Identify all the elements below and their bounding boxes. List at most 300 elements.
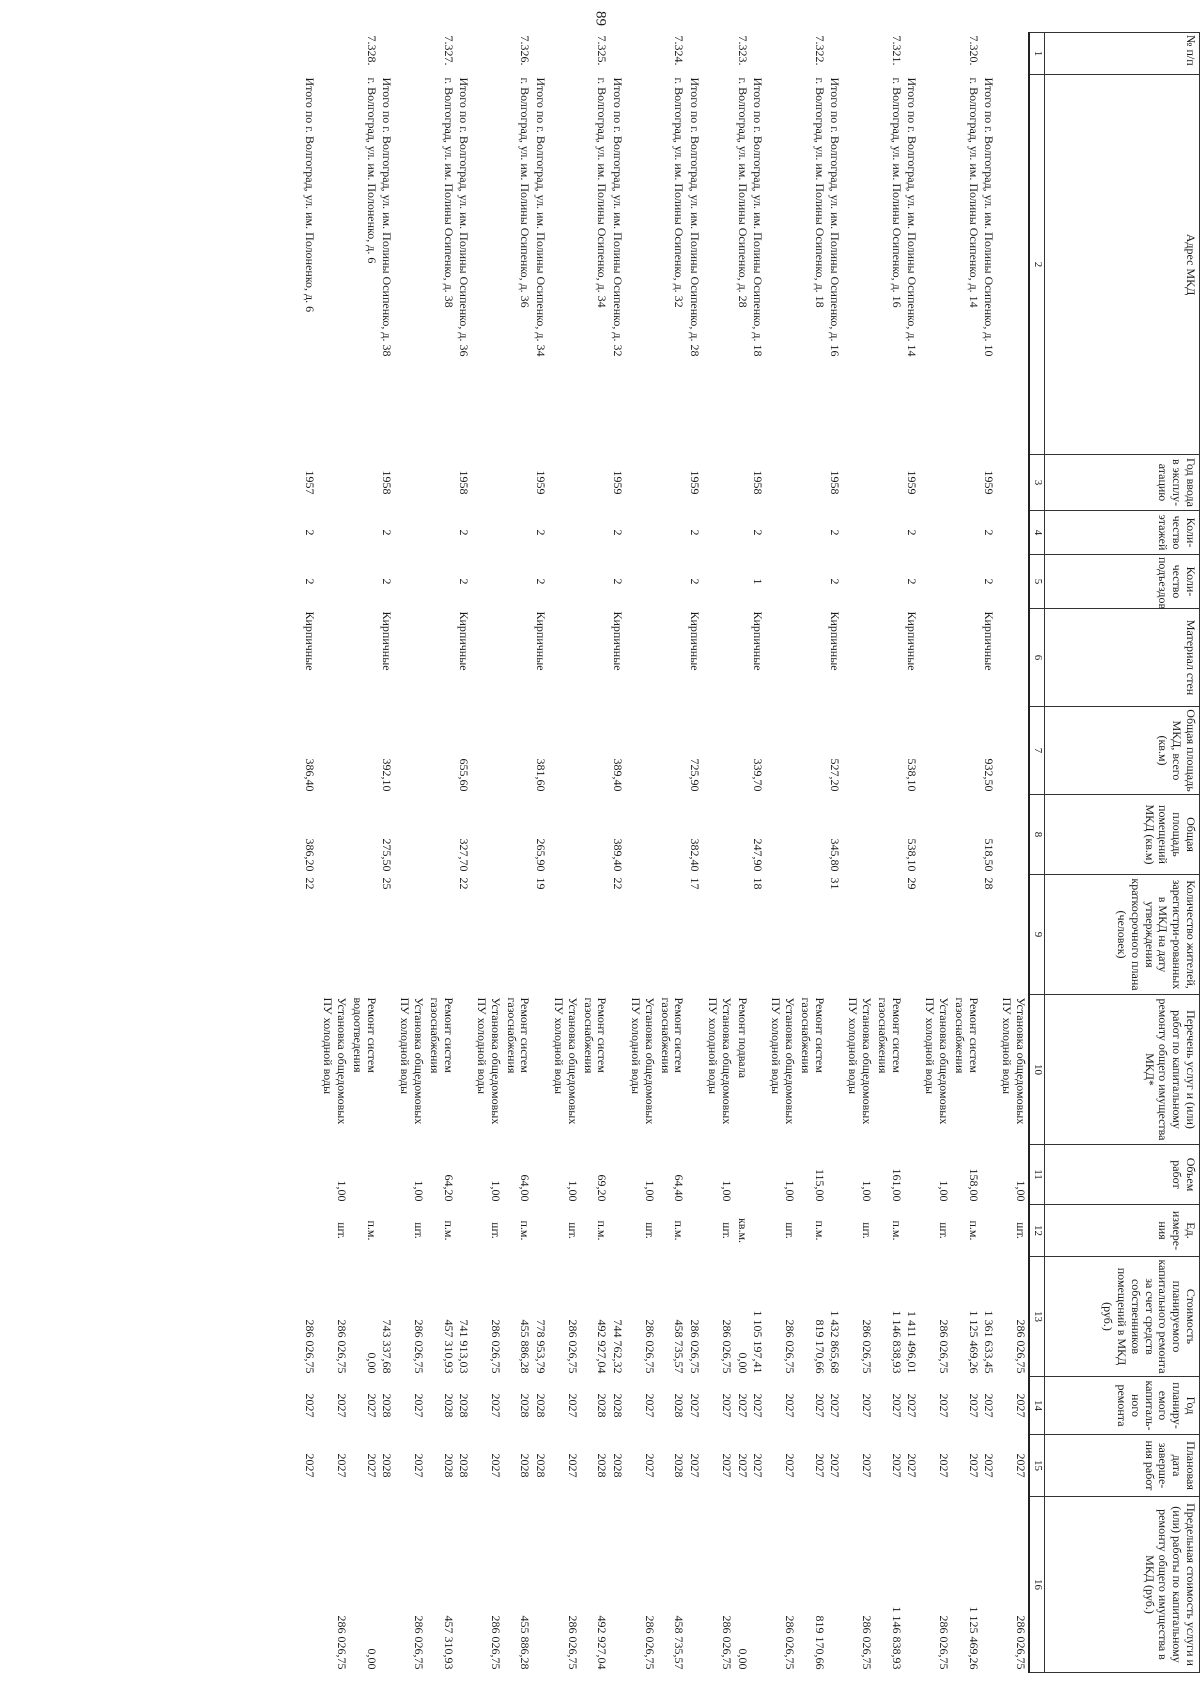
table-cell xyxy=(998,555,1029,609)
column-number: 7 xyxy=(1029,707,1045,795)
table-cell xyxy=(797,609,827,707)
table-cell: Итого по г. Волгоград, ул. им. Полины Осипенко, д. 10 xyxy=(982,77,997,357)
table-cell xyxy=(844,707,874,795)
table-cell xyxy=(704,555,734,609)
table-cell xyxy=(750,33,768,75)
table-cell: 932,50 xyxy=(982,758,997,792)
table-cell: шт. xyxy=(642,1222,657,1239)
table-cell: 1958 xyxy=(380,470,395,495)
table-cell: 327,70 xyxy=(457,838,472,872)
table-cell: 2027 xyxy=(937,1453,952,1478)
table-cell: 7.327. xyxy=(441,35,456,66)
table-cell: г. Волгоград, ул. им. Полины Осипенко, д. 28 xyxy=(735,77,750,308)
table-cell: 0,00 xyxy=(735,1352,750,1374)
table-cell xyxy=(844,609,874,707)
table-cell xyxy=(456,1205,474,1257)
table-cell: 2027 xyxy=(905,1393,920,1418)
table-cell xyxy=(951,455,981,511)
table-cell: 1,00 xyxy=(334,1180,349,1202)
column-header: Год ввода в эксплу-атацию xyxy=(1045,455,1200,511)
table-cell xyxy=(580,875,610,995)
table-cell xyxy=(767,33,797,75)
table-cell: 2 xyxy=(982,578,997,585)
table-cell: г. Волгоград, ул. им. Полины Осипенко, д. 18 xyxy=(812,77,827,308)
table-cell: 1,00 xyxy=(488,1180,503,1202)
table-cell xyxy=(904,1497,922,1673)
table-cell xyxy=(951,795,981,875)
table-cell xyxy=(319,75,349,455)
table-cell: 2028 xyxy=(672,1453,687,1478)
table-cell xyxy=(550,609,580,707)
table-cell: Ремонт систем газоснабжения xyxy=(798,997,827,1074)
table-cell xyxy=(734,609,750,707)
table-cell xyxy=(580,511,610,555)
table-cell: 458 735,57 xyxy=(672,1615,687,1670)
table-cell xyxy=(704,33,734,75)
table-cell: 1 125 469,26 xyxy=(966,1310,981,1374)
table-cell: 2027 xyxy=(966,1393,981,1418)
table-cell: 725,90 xyxy=(688,758,703,792)
table-cell: 778 953,79 xyxy=(534,1319,549,1374)
column-number-row xyxy=(1029,33,1045,1673)
column-header: Коли-чество подъездов xyxy=(1045,555,1200,609)
table-cell xyxy=(998,455,1029,511)
table-cell: Ремонт систем газоснабжения xyxy=(658,997,687,1074)
table-cell: 31 xyxy=(828,877,843,890)
table-cell xyxy=(319,555,349,609)
table-cell xyxy=(657,555,687,609)
table-cell xyxy=(998,511,1029,555)
table-row xyxy=(998,33,1029,1673)
table-cell: 17 xyxy=(688,877,703,890)
table-cell: 2027 xyxy=(751,1393,766,1418)
table-cell xyxy=(609,995,627,1145)
table-cell xyxy=(657,455,687,511)
table-cell xyxy=(533,995,551,1145)
table-cell: 286 026,75 xyxy=(1014,1615,1028,1670)
table-cell xyxy=(302,995,320,1145)
total-row xyxy=(533,33,551,1673)
table-cell: 819 170,66 xyxy=(812,1615,827,1670)
table-cell: 286 026,75 xyxy=(642,1615,657,1670)
column-number: 4 xyxy=(1029,511,1045,555)
table-cell: 2027 xyxy=(783,1393,798,1418)
table-cell: 2027 xyxy=(1014,1393,1028,1418)
table-cell: 1,00 xyxy=(783,1180,798,1202)
table-cell: Итого по г. Волгоград, ул. им. Полоненко, д. 6 xyxy=(303,77,318,313)
table-cell: 458 735,57 xyxy=(672,1319,687,1374)
table-cell: 2028 xyxy=(457,1453,472,1478)
column-header: Количество жителей, зарегистри-рованных в МКД на дату утверждения краткосрочного плана (человек) xyxy=(1045,875,1200,995)
table-cell: 286 026,75 xyxy=(334,1319,349,1374)
table-cell: 286 026,75 xyxy=(488,1319,503,1374)
column-header: Стоимость планируемого капитального ремонта за счет средств собственников помещений в МКД (руб.) xyxy=(1045,1257,1200,1377)
table-cell: п.м. xyxy=(441,1220,456,1241)
table-cell: 2027 xyxy=(735,1453,750,1478)
table-cell xyxy=(533,33,551,75)
table-cell: Итого по г. Волгоград, ул. им. Полины Осипенко, д. 36 xyxy=(457,77,472,357)
table-cell xyxy=(473,455,503,511)
table-cell: 2028 xyxy=(441,1453,456,1478)
table-cell xyxy=(827,1497,845,1673)
table-cell: 2028 xyxy=(595,1393,610,1418)
table-cell xyxy=(686,1497,704,1673)
table-cell xyxy=(874,455,904,511)
table-cell: Установка общедомовых ПУ холодной воды xyxy=(846,997,875,1125)
table-cell xyxy=(396,75,426,455)
table-cell: 286 026,75 xyxy=(688,1319,703,1374)
table-cell: Ремонт подвала xyxy=(735,997,750,1079)
table-cell xyxy=(844,555,874,609)
table-cell: п.м. xyxy=(966,1220,981,1241)
table-cell: 29 xyxy=(905,877,920,890)
table-cell: 2 xyxy=(380,578,395,585)
table-cell: 2027 xyxy=(565,1393,580,1418)
table-cell xyxy=(734,511,750,555)
table-cell xyxy=(473,75,503,455)
column-header: Год планиру-емого капиталь-ного ремонта xyxy=(1045,1377,1200,1435)
table-cell xyxy=(874,609,904,707)
table-cell xyxy=(686,1205,704,1257)
column-header: Коли-чество этажей xyxy=(1045,511,1200,555)
table-row xyxy=(951,33,981,1673)
column-header: Предельная стоимость услуги и (или) работы по капитальному ремонту общего имущества в МКД (руб.) xyxy=(1045,1497,1200,1673)
table-cell xyxy=(379,33,397,75)
table-cell xyxy=(627,707,657,795)
table-cell: 2027 xyxy=(982,1393,997,1418)
table-cell xyxy=(750,1145,768,1205)
table-cell: 1,00 xyxy=(565,1180,580,1202)
table-cell xyxy=(533,1145,551,1205)
table-cell xyxy=(797,795,827,875)
table-cell: 286 026,75 xyxy=(411,1319,426,1374)
table-cell xyxy=(550,707,580,795)
table-cell: 2027 xyxy=(642,1393,657,1418)
table-cell: 2028 xyxy=(441,1393,456,1418)
table-cell: 2028 xyxy=(380,1453,395,1478)
table-cell: 2 xyxy=(303,529,318,536)
table-cell: 25 xyxy=(380,877,395,890)
table-cell xyxy=(503,511,533,555)
table-cell: 492 927,04 xyxy=(595,1319,610,1374)
table-cell xyxy=(998,795,1029,875)
total-row xyxy=(981,33,999,1673)
table-cell: 2027 xyxy=(488,1453,503,1478)
table-cell xyxy=(396,707,426,795)
table-cell: шт. xyxy=(334,1222,349,1239)
table-cell: п.м. xyxy=(889,1220,904,1241)
table-cell: 286 026,75 xyxy=(565,1615,580,1670)
table-cell: 2028 xyxy=(534,1453,549,1478)
table-cell: 2027 xyxy=(937,1393,952,1418)
table-cell xyxy=(396,795,426,875)
table-cell: 2028 xyxy=(672,1393,687,1418)
table-cell xyxy=(580,555,610,609)
table-cell: 1 361 633,45 xyxy=(982,1310,997,1374)
table-cell xyxy=(627,511,657,555)
table-cell: 2027 xyxy=(334,1393,349,1418)
table-cell xyxy=(349,1145,379,1205)
table-cell: 22 xyxy=(457,877,472,890)
table-cell: 7.324. xyxy=(672,35,687,66)
table-cell xyxy=(767,455,797,511)
table-cell xyxy=(921,33,951,75)
table-cell: 2027 xyxy=(688,1393,703,1418)
table-cell: 345,80 xyxy=(828,838,843,872)
table-row xyxy=(874,33,904,1673)
table-cell xyxy=(426,609,456,707)
table-cell xyxy=(874,555,904,609)
table-cell xyxy=(456,33,474,75)
table-cell: 2 xyxy=(828,578,843,585)
table-cell: Установка общедомовых ПУ холодной воды xyxy=(321,997,349,1125)
table-cell xyxy=(767,609,797,707)
column-number: 1 xyxy=(1029,33,1045,75)
table-cell: 1959 xyxy=(688,470,703,495)
table-cell: Ремонт систем газоснабжения xyxy=(952,997,981,1074)
header-row xyxy=(1045,33,1200,1673)
table-cell: 2 xyxy=(457,578,472,585)
table-cell: Кирпичные xyxy=(982,611,997,671)
table-cell xyxy=(550,795,580,875)
table-cell: Кирпичные xyxy=(457,611,472,671)
table-cell xyxy=(426,875,456,995)
column-header: Материал стен xyxy=(1045,609,1200,707)
table-cell: Установка общедомовых ПУ холодной воды xyxy=(923,997,952,1125)
table-cell xyxy=(473,707,503,795)
table-cell: г. Волгоград, ул. им. Полины Осипенко, д. 36 xyxy=(518,77,533,308)
table-cell xyxy=(657,875,687,995)
table-cell xyxy=(921,555,951,609)
table-cell xyxy=(686,33,704,75)
table-cell xyxy=(349,795,379,875)
table-cell xyxy=(998,609,1029,707)
table-cell xyxy=(844,875,874,995)
table-cell: 2028 xyxy=(518,1393,533,1418)
table-cell xyxy=(627,795,657,875)
table-cell: 1 411 496,01 xyxy=(905,1310,920,1374)
table-cell: 2027 xyxy=(828,1393,843,1418)
table-cell xyxy=(456,995,474,1145)
table-cell: 2027 xyxy=(411,1453,426,1478)
table-cell: 2027 xyxy=(812,1393,827,1418)
table-cell: 28 xyxy=(982,877,997,890)
table-cell xyxy=(349,555,379,609)
table-cell xyxy=(627,75,657,455)
table-cell xyxy=(473,609,503,707)
table-cell xyxy=(580,707,610,795)
table-row xyxy=(349,33,379,1673)
table-cell xyxy=(627,455,657,511)
column-header: Общая площадь помещений МКД (кв.м) xyxy=(1045,795,1200,875)
table-cell xyxy=(921,455,951,511)
table-cell: 339,70 xyxy=(751,758,766,792)
table-cell xyxy=(874,875,904,995)
table-cell: 455 886,28 xyxy=(518,1319,533,1374)
table-cell: 1959 xyxy=(611,470,626,495)
table-cell xyxy=(921,795,951,875)
table-cell: 2027 xyxy=(719,1393,734,1418)
table-cell: Кирпичные xyxy=(611,611,626,671)
table-cell: 1 146 838,93 xyxy=(889,1606,904,1670)
rotated-table-container xyxy=(45,32,1200,1672)
table-cell xyxy=(951,707,981,795)
table-row xyxy=(319,33,349,1673)
table-cell: 743 337,68 xyxy=(380,1319,395,1374)
table-cell xyxy=(426,795,456,875)
table-cell xyxy=(767,511,797,555)
table-cell xyxy=(844,511,874,555)
table-cell: Итого по г. Волгоград, ул. им. Полины Осипенко, д. 34 xyxy=(534,77,549,357)
table-cell xyxy=(302,1205,320,1257)
table-cell xyxy=(797,707,827,795)
table-cell: 2 xyxy=(534,529,549,536)
table-cell xyxy=(396,875,426,995)
table-cell xyxy=(349,875,379,995)
table-cell xyxy=(767,875,797,995)
table-cell xyxy=(827,995,845,1145)
table-cell xyxy=(874,795,904,875)
table-cell: 2028 xyxy=(457,1393,472,1418)
table-cell: 2027 xyxy=(565,1453,580,1478)
table-cell xyxy=(750,1205,768,1257)
table-cell: 389,40 xyxy=(611,758,626,792)
table-cell xyxy=(981,995,999,1145)
table-cell xyxy=(797,875,827,995)
table-cell xyxy=(550,33,580,75)
table-cell: 286 026,75 xyxy=(411,1615,426,1670)
table-row xyxy=(580,33,610,1673)
total-row xyxy=(609,33,627,1673)
table-cell xyxy=(319,609,349,707)
table-cell: 2027 xyxy=(411,1393,426,1418)
table-cell xyxy=(657,707,687,795)
table-cell xyxy=(396,455,426,511)
table-cell xyxy=(349,707,379,795)
table-cell: Итого по г. Волгоград, ул. им. Полины Осипенко, д. 18 xyxy=(751,77,766,357)
table-cell: Итого по г. Волгоград, ул. им. Полины Осипенко, д. 16 xyxy=(828,77,843,357)
table-cell: 0,00 xyxy=(735,1648,750,1670)
table-cell xyxy=(503,707,533,795)
table-cell: 7.322. xyxy=(812,35,827,66)
table-cell: 527,20 xyxy=(828,758,843,792)
table-cell: 744 762,32 xyxy=(611,1319,626,1374)
table-row xyxy=(627,33,657,1673)
table-cell: шт. xyxy=(1014,1222,1028,1239)
table-cell xyxy=(981,1205,999,1257)
table-cell: 386,20 xyxy=(303,838,318,872)
table-cell xyxy=(580,609,610,707)
table-cell: 2027 xyxy=(751,1453,766,1478)
column-number: 11 xyxy=(1029,1145,1045,1205)
table-cell xyxy=(302,33,320,75)
total-row xyxy=(302,33,320,1673)
table-cell: шт. xyxy=(719,1222,734,1239)
table-cell: 64,20 xyxy=(441,1174,456,1202)
table-cell: 2027 xyxy=(982,1453,997,1478)
table-cell: 2 xyxy=(982,529,997,536)
table-cell: г. Волгоград, ул. им. Полины Осипенко, д. 34 xyxy=(595,77,610,308)
table-cell xyxy=(797,455,827,511)
column-number: 10 xyxy=(1029,995,1045,1145)
table-cell xyxy=(750,995,768,1145)
table-cell: г. Волгоград, ул. им. Полоненко, д. 6 xyxy=(364,77,379,264)
total-row xyxy=(456,33,474,1673)
table-cell: 2027 xyxy=(642,1453,657,1478)
column-number: 8 xyxy=(1029,795,1045,875)
table-cell xyxy=(657,609,687,707)
table-cell: Установка общедомовых ПУ холодной воды xyxy=(769,997,798,1125)
table-cell: 2 xyxy=(457,529,472,536)
table-cell: шт. xyxy=(860,1222,875,1239)
table-cell: Итого по г. Волгоград, ул. им. Полины Осипенко, д. 28 xyxy=(688,77,703,357)
table-cell xyxy=(998,707,1029,795)
table-cell: Кирпичные xyxy=(751,611,766,671)
table-cell: Кирпичные xyxy=(828,611,843,671)
table-cell: п.м. xyxy=(518,1220,533,1241)
table-cell xyxy=(657,511,687,555)
table-cell: 2027 xyxy=(966,1453,981,1478)
table-cell: кв.м. xyxy=(735,1217,750,1244)
table-cell xyxy=(734,555,750,609)
table-cell xyxy=(797,511,827,555)
table-cell: 2028 xyxy=(534,1393,549,1418)
table-cell xyxy=(704,875,734,995)
table-cell: 22 xyxy=(611,877,626,890)
column-header: Объем работ xyxy=(1045,1145,1200,1205)
table-cell: 455 886,28 xyxy=(518,1615,533,1670)
table-cell: шт. xyxy=(411,1222,426,1239)
column-number: 13 xyxy=(1029,1257,1045,1377)
table-cell xyxy=(319,455,349,511)
table-cell xyxy=(580,795,610,875)
table-cell xyxy=(704,609,734,707)
table-cell xyxy=(396,609,426,707)
table-cell xyxy=(686,1145,704,1205)
table-cell: 2027 xyxy=(719,1453,734,1478)
table-cell xyxy=(734,707,750,795)
total-row xyxy=(686,33,704,1673)
table-cell xyxy=(349,609,379,707)
table-cell: 0,00 xyxy=(364,1352,379,1374)
table-cell xyxy=(734,455,750,511)
table-cell xyxy=(503,609,533,707)
table-cell: 518,50 xyxy=(982,838,997,872)
table-row xyxy=(921,33,951,1673)
total-row xyxy=(904,33,922,1673)
table-cell xyxy=(921,707,951,795)
table-cell: 1957 xyxy=(303,470,318,495)
table-cell: 275,50 xyxy=(380,838,395,872)
table-cell xyxy=(734,795,750,875)
table-cell xyxy=(550,455,580,511)
table-cell xyxy=(580,455,610,511)
table-row xyxy=(503,33,533,1673)
table-cell: 1,00 xyxy=(642,1180,657,1202)
table-cell: г. Волгоград, ул. им. Полины Осипенко, д. 38 xyxy=(441,77,456,308)
table-cell xyxy=(550,511,580,555)
table-cell xyxy=(550,75,580,455)
table-cell: 2 xyxy=(303,578,318,585)
table-cell xyxy=(503,455,533,511)
table-cell xyxy=(349,455,379,511)
table-cell xyxy=(319,511,349,555)
table-cell: 286 026,75 xyxy=(783,1319,798,1374)
table-cell xyxy=(951,511,981,555)
table-cell: п.м. xyxy=(812,1220,827,1241)
table-cell xyxy=(827,1205,845,1257)
table-cell: Установка общедомовых ПУ холодной воды xyxy=(475,997,503,1125)
